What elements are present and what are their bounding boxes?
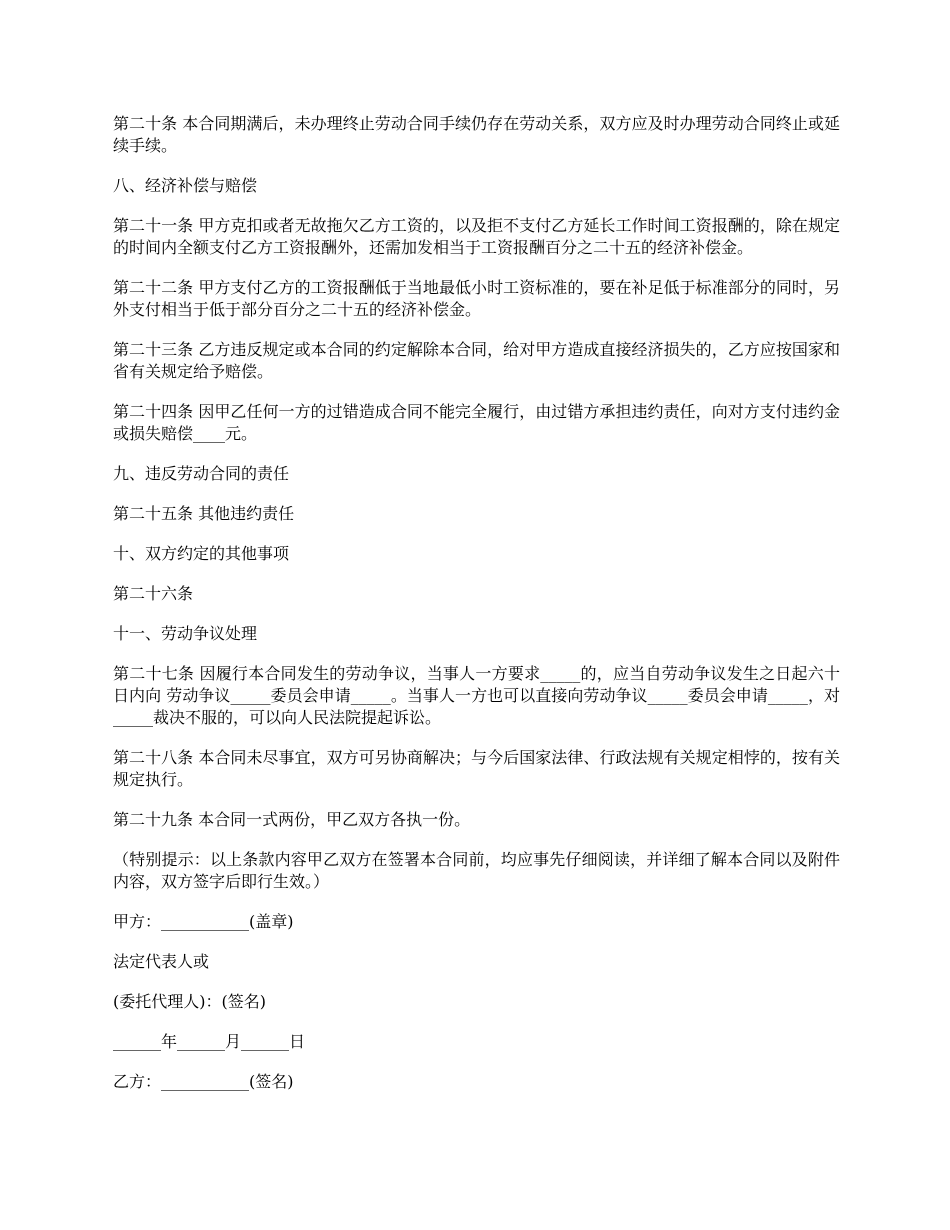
article-25: 第二十五条 其他违约责任 bbox=[113, 504, 295, 523]
section-10-heading: 十、双方约定的其他事项 bbox=[113, 544, 290, 563]
article-23: 第二十三条 乙方违反规定或本合同的约定解除本合同，给对甲方造成直接经济损失的，乙方应按国家和省有关规定给予赔偿。 bbox=[113, 340, 840, 381]
article-27: 第二十七条 因履行本合同发生的劳动争议，当事人一方要求_____的，应当自劳动争议发生之日起六十日内向 劳动争议_____委员会申请_____。当事人一方也可以直接向劳动争议_____委员会申请_____，对_____裁决不服的，可以向人民法院提起诉讼。 bbox=[113, 664, 840, 727]
article-28: 第二十八条 本合同未尽事宜，双方可另协商解决；与今后国家法律、行政法规有关规定相悖的，按有关规定执行。 bbox=[113, 748, 840, 789]
date-line: ______年______月______日 bbox=[113, 1032, 306, 1051]
party-a-signature-line: 甲方：___________(盖章) bbox=[113, 912, 294, 931]
document-page bbox=[113, 113, 840, 1111]
party-b-signature-line: 乙方：___________(签名) bbox=[113, 1072, 294, 1091]
section-11-heading: 十一、劳动争议处理 bbox=[113, 624, 258, 643]
article-22: 第二十二条 甲方支付乙方的工资报酬低于当地最低小时工资标准的，要在补足低于标准部分的同时，另外支付相当于低于部分百分之二十五的经济补偿金。 bbox=[113, 278, 840, 319]
section-9-heading: 九、违反劳动合同的责任 bbox=[113, 464, 290, 483]
article-24: 第二十四条 因甲乙任何一方的过错造成合同不能完全履行，由过错方承担违约责任，向对方支付违约金或损失赔偿____元。 bbox=[113, 402, 840, 443]
article-20: 第二十条 本合同期满后，未办理终止劳动合同手续仍存在劳动关系，双方应及时办理劳动合同终止或延续手续。 bbox=[113, 114, 840, 155]
article-29: 第二十九条 本合同一式两份，甲乙双方各执一份。 bbox=[113, 810, 471, 829]
legal-representative-label: 法定代表人或 bbox=[113, 952, 210, 971]
special-notice: （特别提示：以上条款内容甲乙双方在签署本合同前，均应事先仔细阅读，并详细了解本合同以及附件内容，双方签字后即行生效。） bbox=[113, 850, 840, 891]
authorized-agent-signature-line: (委托代理人)：(签名) bbox=[113, 992, 266, 1011]
article-21: 第二十一条 甲方克扣或者无故拖欠乙方工资的，以及拒不支付乙方延长工作时间工资报酬的，除在规定的时间内全额支付乙方工资报酬外，还需加发相当于工资报酬百分之二十五的经济补偿金。 bbox=[113, 216, 840, 257]
article-26: 第二十六条 bbox=[113, 584, 194, 603]
section-8-heading: 八、经济补偿与赔偿 bbox=[113, 176, 258, 195]
